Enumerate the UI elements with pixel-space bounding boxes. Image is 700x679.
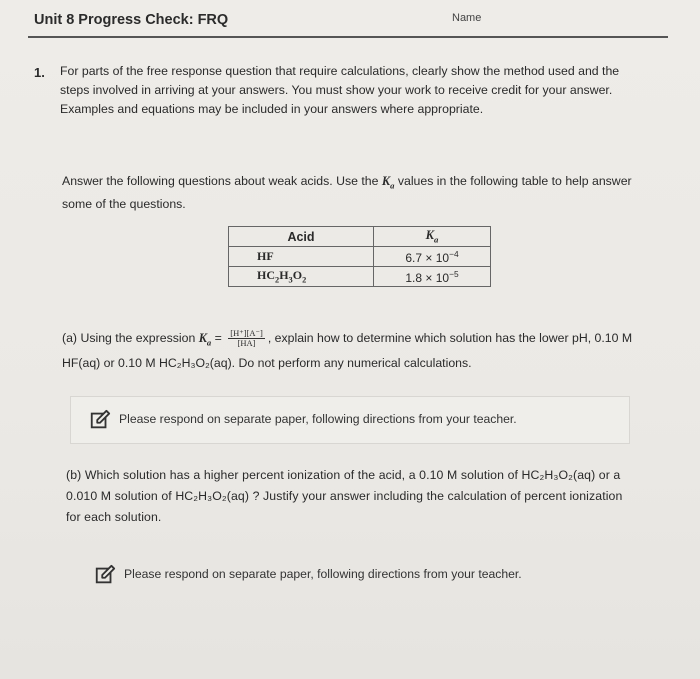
response-instruction-b: Please respond on separate paper, following directions from your teacher. — [124, 567, 522, 581]
ka-subscript: a — [390, 180, 395, 191]
ka-cell: $1.8 \times 10^{-5}$ — [374, 267, 491, 287]
acid-cell: HF — [229, 247, 374, 267]
question-lead — [62, 172, 652, 214]
ka-expression-fraction: $\frac{[H^+][A^-]}{[HA]}$ — [230, 328, 263, 349]
response-box-b[interactable] — [76, 552, 636, 600]
part-a-prompt: (a) Using the expression $K_a$ = $\frac{[H^+][A^-]}{[HA]}$ , explain how to determine which solution has the lower pH, 0.10 M HF(aq) or 0.10 M HC₂H₃O₂(aq). Do not perform any numerical calculations. — [62, 328, 633, 371]
part-b-prompt: (b) Which solution has a higher percent ionization of the acid, a 0.10 M solution of HC₂H₃O₂(aq) or a 0.010 M solution of HC₂H₃O₂(aq) ? Justify your answer including the calculation of percent ionization for each solution. — [66, 468, 623, 524]
edit-icon — [94, 564, 116, 586]
response-instruction-a: Please respond on separate paper, following directions from your teacher. — [119, 412, 517, 426]
page-title: Unit 8 Progress Check: FRQ — [34, 12, 229, 28]
ka-cell: $6.7 \times 10^{-4}$ — [374, 247, 491, 267]
table-row — [229, 267, 491, 287]
table-row — [229, 247, 491, 267]
ka-symbol: K — [381, 174, 391, 188]
ka-column-header: $K_a$ — [374, 227, 491, 247]
response-box-a[interactable] — [70, 396, 630, 444]
name-label: Name — [452, 12, 482, 24]
lead-text-before: Answer the following questions about weak acids. Use the — [62, 174, 382, 188]
ka-table-header — [229, 227, 491, 247]
ka-table — [228, 226, 491, 287]
acid-column-header: Acid — [229, 227, 374, 247]
header-divider — [28, 36, 668, 38]
edit-icon — [89, 409, 111, 431]
question-number: 1. — [34, 65, 45, 80]
question-instructions: For parts of the free response question that require calculations, clearly show the method used and the steps involved in arriving at your answers. You must show your work to receive credit for your answer. Examples and equations may be included in your answers where appropriate. — [60, 64, 620, 116]
lead-text-after: values in the following table to help answer some of the questions. — [62, 174, 632, 212]
acid-cell: $HC_2H_3O_2$ — [229, 267, 374, 287]
